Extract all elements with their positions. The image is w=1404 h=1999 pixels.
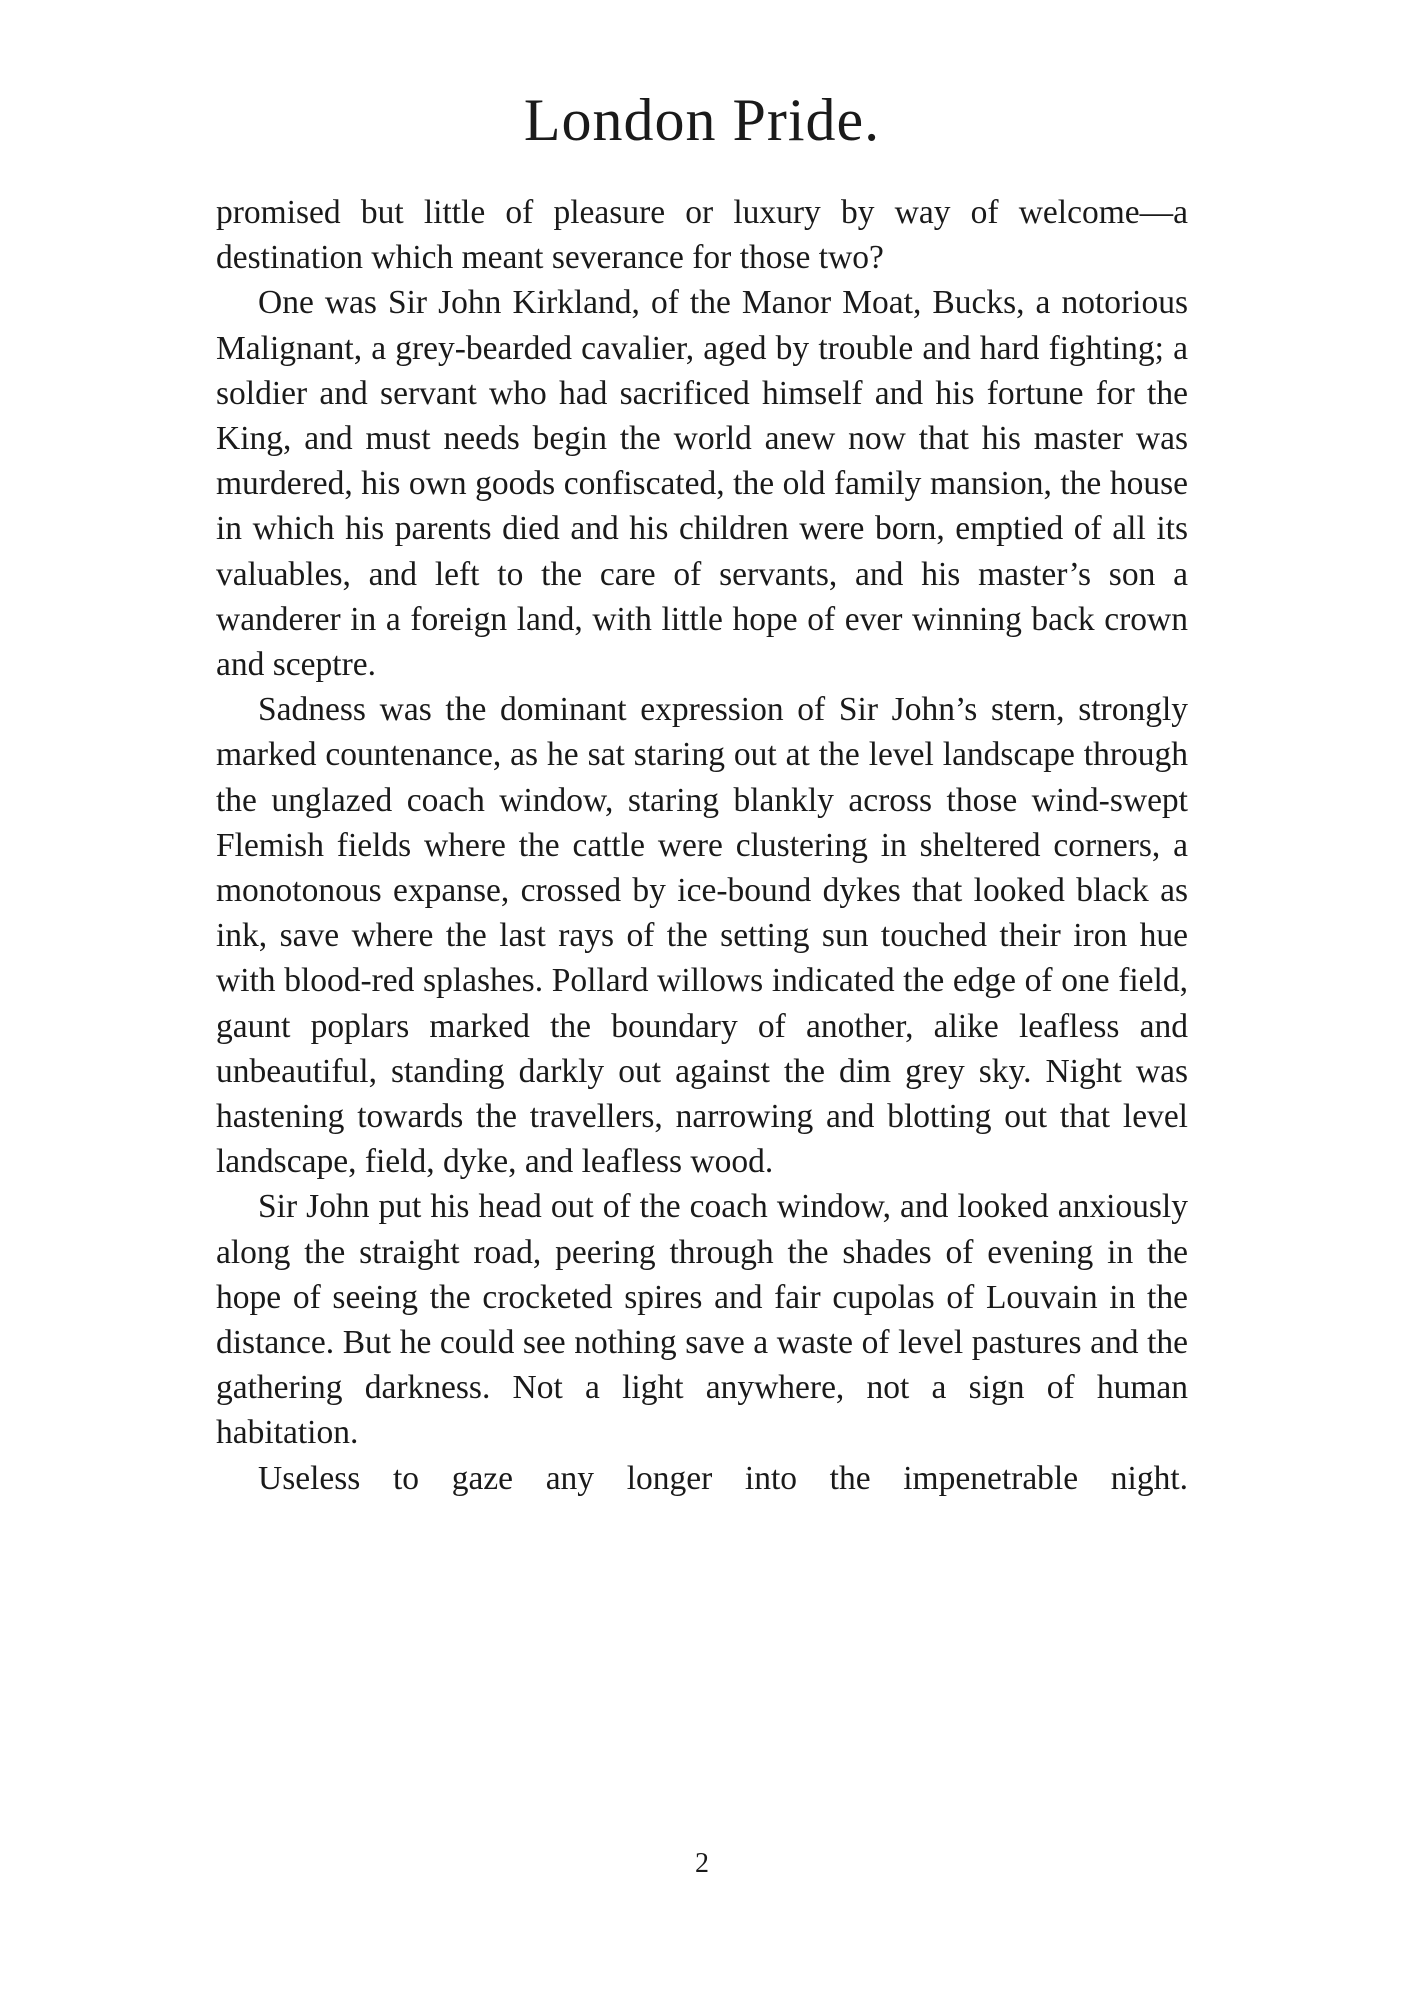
body-text — [216, 190, 1188, 1501]
paragraph-coach-window: Sir John put his head out of the coach window, and looked anxiously along the straight road, peering through the shades of evening in the hope of seeing the crocketed spires and fair cupolas of Louvain in the distance. But he could see nothing save a waste of level pastures and the gathering darkness. Not a light anywhere, not a sign of human habitation. — [216, 1188, 1188, 1452]
paragraph-sadness: Sadness was the dominant expression of Sir John’s stern, strongly marked countenance, as he sat staring out at the level landscape through the unglazed coach window, staring blankly across those wind-swept Flemish fields where the cattle were clustering in sheltered corners, a monotonous expanse, crossed by ice-bound dykes that looked black as ink, save where the last rays of the setting sun touched their iron hue with blood-red splashes. Pollard willows indicated the edge of one field, gaunt poplars marked the boundary of another, alike leafless and unbeautiful, standing darkly out against the dim grey sky. Night was hastening towards the travellers, narrowing and blotting out that level landscape, field, dyke, and leafless wood. — [216, 691, 1188, 1181]
paragraph-sir-john-kirkland: One was Sir John Kirkland, of the Manor Moat, Bucks, a notorious Malignant, a grey-bearded cavalier, aged by trouble and hard fighting; a soldier and servant who had sacrificed himself and his fortune for the King, and must needs begin the world anew now that his master was murdered, his own goods confiscated, the old family mansion, the house in which his parents died and his children were born, emptied of all its valuables, and left to the care of servants, and his master’s son a wanderer in a foreign land, with little hope of ever winning back crown and sceptre. — [216, 284, 1188, 684]
running-title: London Pride. — [523, 87, 881, 153]
paragraph-useless-to-gaze: Useless to gaze any longer into the impenetrable night. — [258, 1459, 1188, 1497]
paragraph-continuation: promised but little of pleasure or luxury by way of welcome—a destination which meant severance for those two? — [216, 194, 1188, 277]
page-number: 2 — [695, 1848, 709, 1879]
